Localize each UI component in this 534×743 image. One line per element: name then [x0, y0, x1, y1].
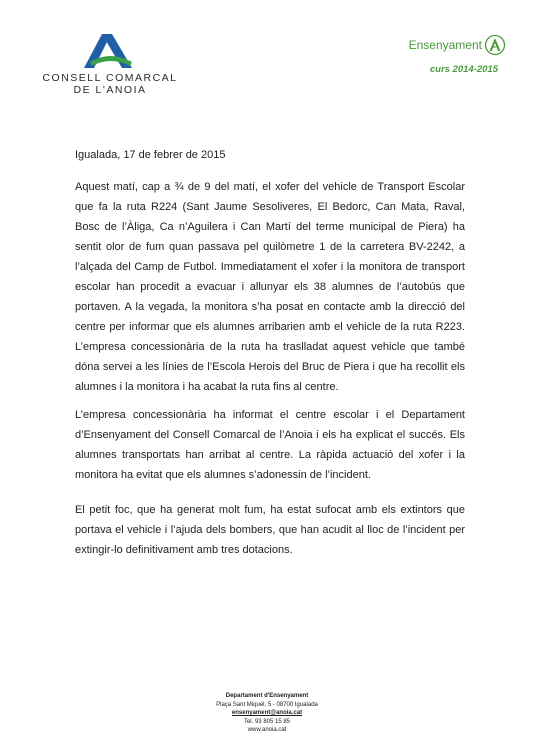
brand-text: Ensenyament	[408, 38, 482, 52]
course-year: curs 2014-2015	[429, 64, 498, 75]
consell-comarcal-emblem-icon	[80, 32, 140, 70]
footer	[0, 692, 534, 735]
footer-address: Plaça Sant Miquel, 5 - 08700 Igualada	[216, 701, 318, 708]
org-name-line1: CONSELL COMARCAL	[42, 72, 178, 84]
ensenyament-a-icon	[484, 34, 506, 56]
paragraph-3: El petit foc, que ha generat molt fum, ha estat sufocat amb els extintors que portava el vehicle i l’ajuda dels bombers, que han acudit al lloc de l’incident per extingir-lo definitivament amb tres dotacions.	[75, 504, 465, 556]
footer-web-link[interactable]: www.anoia.cat	[247, 727, 287, 733]
footer-department: Departament d'Ensenyament	[225, 693, 309, 699]
letter-date: Igualada, 17 de febrer de 2015	[75, 149, 226, 161]
consell-comarcal-logo	[40, 30, 180, 100]
footer-phone: Tel. 93 805 15 85	[243, 718, 291, 725]
paragraph-2: L’empresa concessionària ha informat el centre escolar i el Departament d’Ensenyament del Consell Comarcal de l’Anoia i els ha explicat el succés. Els alumnes transportats han arribat al centre. La ràpida actuació del xofer i la monitora ha evitat que els alumnes s’adonessin de l’incident.	[75, 409, 465, 481]
org-name-line2: DE L'ANOIA	[73, 84, 147, 96]
footer-email-link[interactable]: ensenyament@anoia.cat	[231, 710, 303, 716]
paragraph-1: Aquest matí, cap a ¾ de 9 del matí, el xofer del vehicle de Transport Escolar que fa la ruta R224 (Sant Jaume Sesoliveres, El Bedorc, Can Mata, Raval, Bosc de l’Àliga, Ca n’Aguilera i Can Martí del terme municipal de Piera) ha sentit olor de fum quan passava pel quilòmetre 1 de la carretera BV-2242, a l’alçada del Camp de Futbol. Immediatament el xofer i la monitora de transport escolar han procedit a evacuar i allunyar els 38 alumnes de l’autobús que portaven. A la vegada, la monitora s’ha posat en contacte amb la direcció del centre per informar que els alumnes arribarien amb el vehicle de la ruta R223. L’empresa concessionària de la ruta ha traslladat aquest vehicle que també dóna servei a les línies de l’Escola Herois del Bruc de Piera i que ha recollit els alumnes i la monitora i ha acabat la ruta fins al centre.	[75, 181, 465, 393]
ensenyament-logo	[409, 34, 506, 75]
